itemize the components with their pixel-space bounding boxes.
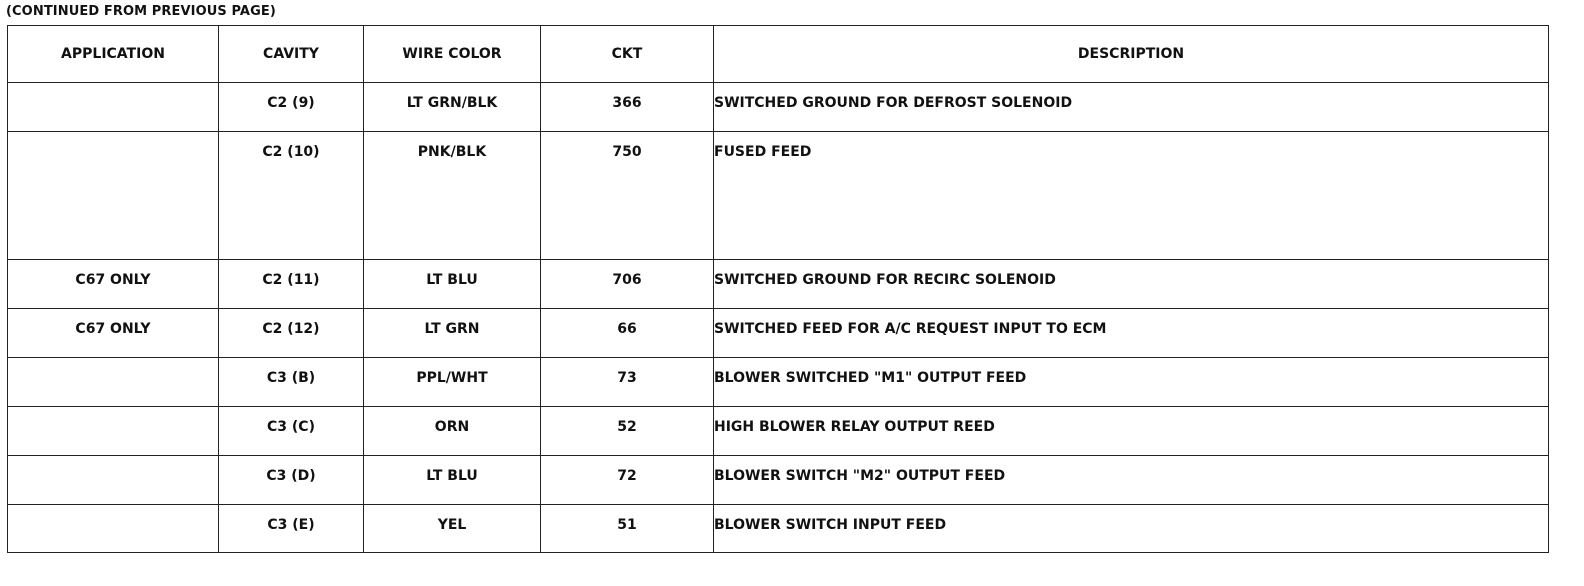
cell-description: BLOWER SWITCHED "M1" OUTPUT FEED — [714, 358, 1549, 407]
cell-ckt: 72 — [541, 456, 714, 505]
cell-cavity: C3 (E) — [219, 505, 364, 553]
cell-cavity: C2 (11) — [219, 260, 364, 309]
cell-ckt: 706 — [541, 260, 714, 309]
cell-ckt: 73 — [541, 358, 714, 407]
connector-wiring-table — [7, 25, 1549, 553]
cell-cavity: C2 (10) — [219, 132, 364, 260]
cell-ckt: 51 — [541, 505, 714, 553]
cell-application: C67 ONLY — [8, 309, 219, 358]
cell-ckt: 366 — [541, 83, 714, 132]
cell-cavity: C3 (B) — [219, 358, 364, 407]
cell-wire-color: LT GRN — [364, 309, 541, 358]
cell-application: C67 ONLY — [8, 260, 219, 309]
table-row — [8, 358, 1549, 407]
cell-wire-color: ORN — [364, 407, 541, 456]
col-header-wire-color: WIRE COLOR — [364, 26, 541, 83]
cell-ckt: 750 — [541, 132, 714, 260]
cell-cavity: C3 (C) — [219, 407, 364, 456]
cell-description: SWITCHED GROUND FOR RECIRC SOLENOID — [714, 260, 1549, 309]
cell-application — [8, 505, 219, 553]
cell-wire-color: LT BLU — [364, 260, 541, 309]
table-row — [8, 505, 1549, 553]
col-header-cavity: CAVITY — [219, 26, 364, 83]
cell-application — [8, 132, 219, 260]
cell-description: BLOWER SWITCH INPUT FEED — [714, 505, 1549, 553]
cell-application — [8, 456, 219, 505]
col-header-ckt: CKT — [541, 26, 714, 83]
col-header-application: APPLICATION — [8, 26, 219, 83]
table-row — [8, 132, 1549, 260]
cell-wire-color: YEL — [364, 505, 541, 553]
continued-note: (CONTINUED FROM PREVIOUS PAGE) — [6, 4, 276, 19]
cell-ckt: 66 — [541, 309, 714, 358]
cell-wire-color: LT BLU — [364, 456, 541, 505]
cell-application — [8, 407, 219, 456]
cell-wire-color: PPL/WHT — [364, 358, 541, 407]
cell-description: BLOWER SWITCH "M2" OUTPUT FEED — [714, 456, 1549, 505]
table-row — [8, 407, 1549, 456]
cell-application — [8, 358, 219, 407]
table-header-row — [8, 26, 1549, 83]
cell-wire-color: PNK/BLK — [364, 132, 541, 260]
cell-cavity: C3 (D) — [219, 456, 364, 505]
cell-description: SWITCHED GROUND FOR DEFROST SOLENOID — [714, 83, 1549, 132]
cell-application — [8, 83, 219, 132]
cell-ckt: 52 — [541, 407, 714, 456]
cell-description: SWITCHED FEED FOR A/C REQUEST INPUT TO ECM — [714, 309, 1549, 358]
cell-cavity: C2 (9) — [219, 83, 364, 132]
table-row — [8, 309, 1549, 358]
table-row — [8, 456, 1549, 505]
col-header-description: DESCRIPTION — [714, 26, 1549, 83]
cell-wire-color: LT GRN/BLK — [364, 83, 541, 132]
cell-description: FUSED FEED — [714, 132, 1549, 260]
table-row — [8, 83, 1549, 132]
cell-cavity: C2 (12) — [219, 309, 364, 358]
cell-description: HIGH BLOWER RELAY OUTPUT REED — [714, 407, 1549, 456]
table-row — [8, 260, 1549, 309]
